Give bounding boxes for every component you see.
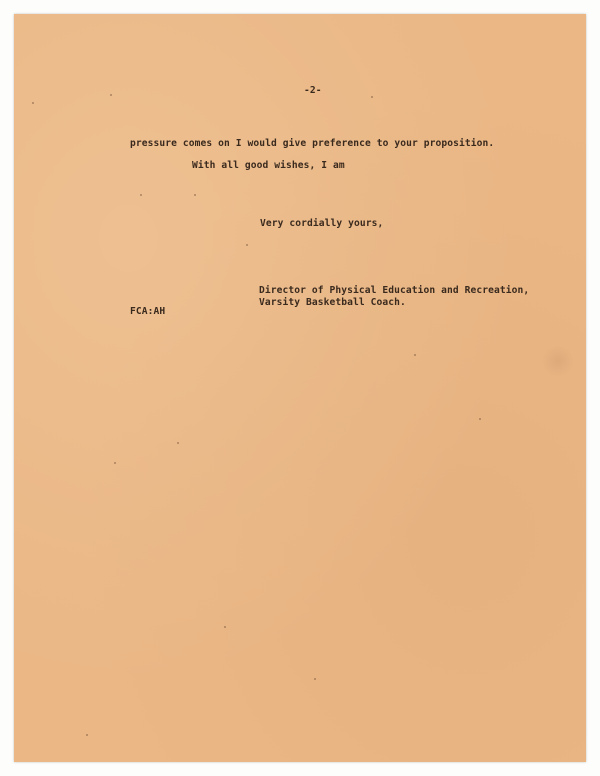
paper-speck — [414, 354, 416, 356]
page-number: -2- — [304, 85, 322, 96]
paper-speck — [140, 194, 142, 196]
signature-title-2: Varsity Basketball Coach. — [259, 297, 406, 308]
paper-speck — [371, 96, 373, 98]
signature-title-1: Director of Physical Education and Recreation, — [259, 285, 530, 296]
paper-speck — [224, 626, 226, 628]
paper-speck — [479, 418, 481, 420]
paper-speck — [194, 194, 196, 196]
body-line-1: pressure comes on I would give preference to your proposition. — [130, 138, 495, 149]
body-line-2: With all good wishes, I am — [192, 160, 345, 171]
reference-initials: FCA:AH — [130, 306, 166, 317]
paper-speck — [110, 94, 112, 96]
paper-speck — [32, 102, 34, 104]
paper-speck — [246, 244, 248, 246]
paper-speck — [177, 442, 179, 444]
paper-stain — [540, 346, 576, 376]
paper-speck — [314, 678, 316, 680]
paper-speck — [86, 734, 88, 736]
paper-speck — [114, 462, 116, 464]
letter-page — [14, 14, 586, 762]
closing: Very cordially yours, — [260, 218, 384, 229]
